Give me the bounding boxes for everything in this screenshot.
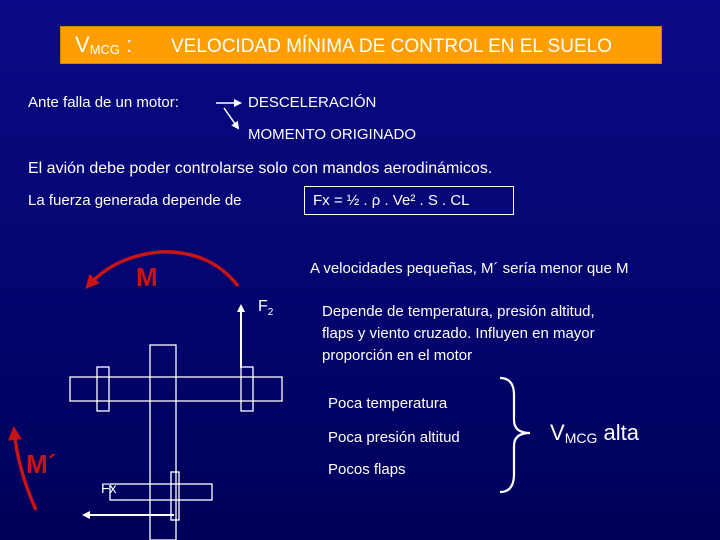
intro-item-deceleration: DESCELERACIÓN xyxy=(248,94,377,111)
engine-left xyxy=(97,367,109,411)
low-speed-note: A velocidades pequeñas, M´ sería menor que M xyxy=(310,260,629,277)
force-formula: Fx = ½ . ρ . Ve² . S . CL xyxy=(304,186,514,215)
moment-prime-label: M´ xyxy=(26,449,57,479)
fx-label: Fx xyxy=(101,480,117,496)
moment-arrow-icon xyxy=(88,252,238,286)
result-vmcg-alta: $V_{MCG}$ alta xyxy=(550,420,639,446)
condition-temperature: Poca temperatura xyxy=(328,395,448,412)
control-statement: El avión debe poder controlarse solo con mandos aerodinámicos. xyxy=(28,160,493,177)
depends-note-line-3: proporción en el motor xyxy=(322,347,473,364)
brace-icon xyxy=(500,378,530,492)
f2-label: $F_2$ xyxy=(258,298,274,319)
fuselage xyxy=(150,345,176,540)
intro-item-moment: MOMENTO ORIGINADO xyxy=(248,126,417,143)
force-lead: La fuerza generada depende de xyxy=(28,192,242,209)
depends-note-line-1: Depende de temperatura, presión altitud, xyxy=(322,303,595,320)
moment-label: M xyxy=(136,262,158,292)
condition-flaps: Pocos flaps xyxy=(328,461,406,478)
vertical-tail xyxy=(171,472,179,520)
condition-pressure-altitude: Poca presión altitud xyxy=(328,429,460,446)
aircraft-outline xyxy=(70,345,282,540)
page-title: VELOCIDAD MÍNIMA DE CONTROL EN EL SUELO xyxy=(171,36,612,57)
moment-prime-arrow-icon xyxy=(14,430,36,510)
intro-arrows xyxy=(216,103,240,128)
engine-right xyxy=(241,367,253,411)
depends-note-line-2: flaps y viento cruzado. Influyen en mayor xyxy=(322,325,595,342)
title-vmcg: $V_{MCG}$ : xyxy=(75,32,133,57)
horizontal-tail xyxy=(110,484,212,500)
intro-lead: Ante falla de un motor: xyxy=(28,94,179,111)
arrow-to-moment-icon xyxy=(224,108,238,128)
